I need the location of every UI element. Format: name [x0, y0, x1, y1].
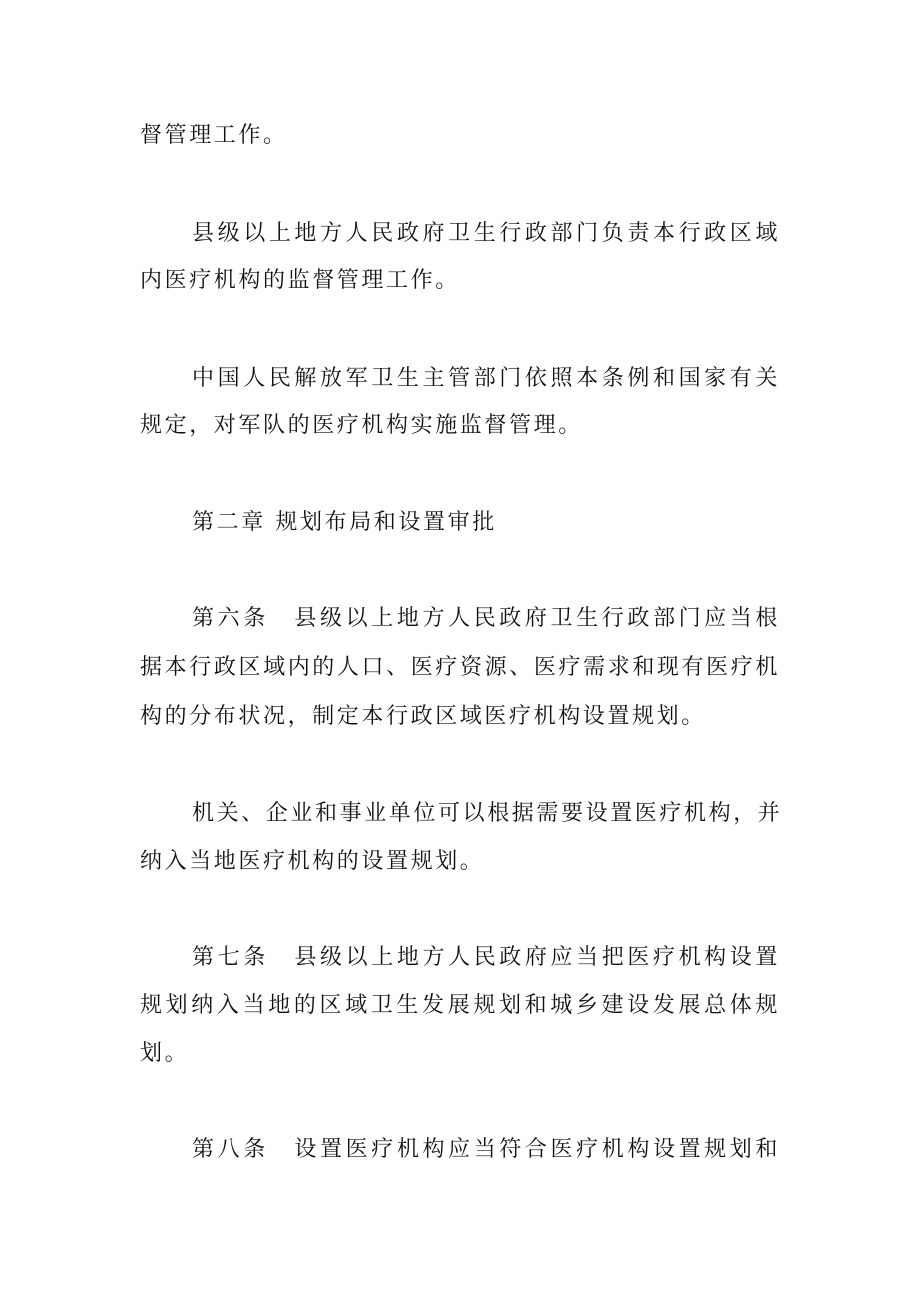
article-line: 第七条 县级以上地方人民政府应当把医疗机构设置 [192, 945, 780, 970]
article-line: 第六条 县级以上地方人民政府卫生行政部门应当根 [192, 606, 780, 631]
paragraph-line: 中国人民解放军卫生主管部门依照本条例和国家有关 [192, 366, 780, 391]
article-line: 构的分布状况，制定本行政区域医疗机构设置规划。 [140, 704, 706, 729]
paragraph-line: 纳入当地医疗机构的设置规划。 [140, 849, 485, 874]
article-line: 据本行政区域内的人口、医疗资源、医疗需求和现有医疗机 [140, 655, 780, 680]
paragraph-line: 内医疗机构的监督管理工作。 [140, 268, 460, 293]
paragraph-line: 机关、企业和事业单位可以根据需要设置医疗机构，并 [192, 801, 783, 826]
article-line: 第八条 设置医疗机构应当符合医疗机构设置规划和 [192, 1137, 780, 1162]
article-line: 规划纳入当地的区域卫生发展规划和城乡建设发展总体规 [140, 993, 780, 1018]
article-line: 划。 [140, 1041, 190, 1066]
paragraph-line: 县级以上地方人民政府卫生行政部门负责本行政区域 [192, 221, 780, 246]
paragraph-line: 督管理工作。 [140, 123, 288, 148]
chapter-heading: 第二章 规划布局和设置审批 [192, 510, 497, 535]
paragraph-line: 规定，对军队的医疗机构实施监督管理。 [140, 413, 583, 438]
